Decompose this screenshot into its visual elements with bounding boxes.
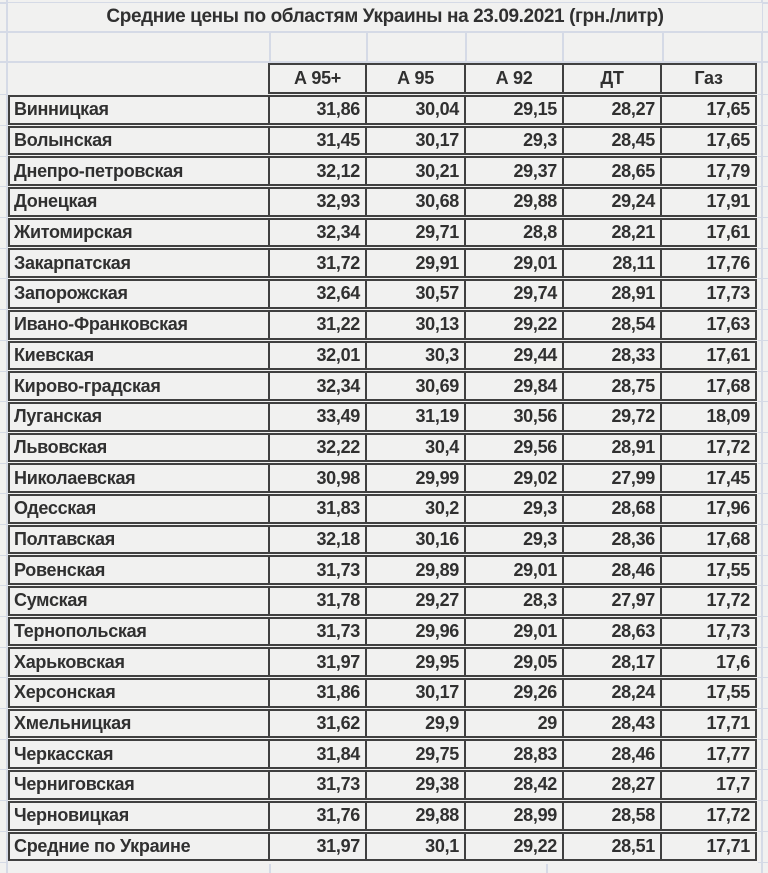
value-cell[interactable]: 31,76 (268, 801, 365, 831)
value-cell[interactable]: 29,71 (365, 218, 464, 248)
value-cell[interactable]: 31,73 (268, 555, 365, 585)
value-cell[interactable]: 17,79 (660, 156, 757, 186)
value-cell[interactable]: 28,91 (562, 279, 660, 309)
column-header-a92[interactable]: А 92 (464, 63, 562, 94)
value-cell[interactable]: 17,76 (660, 248, 757, 278)
value-cell[interactable]: 17,55 (660, 678, 757, 708)
value-cell[interactable]: 32,01 (268, 341, 365, 371)
value-cell[interactable]: 29,72 (562, 402, 660, 432)
value-cell[interactable]: 28,91 (562, 433, 660, 463)
table-row (8, 95, 757, 125)
table-row (8, 248, 757, 278)
value-cell[interactable]: 28,36 (562, 525, 660, 555)
value-cell[interactable]: 29,38 (365, 770, 464, 800)
gridline-horizontal (0, 616, 8, 617)
value-cell[interactable]: 17,71 (660, 709, 757, 739)
value-cell[interactable]: 29,88 (365, 801, 464, 831)
gridline-horizontal (758, 463, 768, 464)
table-row (8, 801, 757, 831)
value-cell[interactable]: 29,96 (365, 617, 464, 647)
value-cell[interactable]: 29,44 (464, 341, 562, 371)
value-cell[interactable]: 29,3 (464, 494, 562, 524)
gridline-horizontal (758, 186, 768, 187)
value-cell[interactable]: 17,65 (660, 95, 757, 125)
gridline-horizontal (0, 769, 8, 770)
gridline-vertical (562, 31, 564, 62)
value-cell[interactable]: 28,58 (562, 801, 660, 831)
gridline-horizontal (758, 647, 768, 648)
table-row (8, 709, 757, 739)
value-cell[interactable]: 29,15 (464, 95, 562, 125)
gridline-horizontal (758, 493, 768, 494)
value-cell[interactable]: 31,22 (268, 310, 365, 340)
value-cell[interactable]: 17,91 (660, 187, 757, 217)
price-table (8, 62, 757, 862)
corner-cell (8, 63, 268, 94)
value-cell[interactable]: 17,72 (660, 801, 757, 831)
gridline-horizontal (758, 831, 768, 832)
region-cell[interactable]: Луганская (8, 402, 268, 432)
value-cell[interactable]: 28,24 (562, 678, 660, 708)
value-cell[interactable]: 28,46 (562, 739, 660, 769)
value-cell[interactable]: 30,2 (365, 494, 464, 524)
gridline-horizontal (758, 585, 768, 586)
value-cell[interactable]: 28,21 (562, 218, 660, 248)
value-cell[interactable]: 29,02 (464, 463, 562, 493)
table-row (8, 433, 757, 463)
gridline-horizontal (0, 309, 8, 310)
table-row (8, 310, 757, 340)
gridline-horizontal (758, 401, 768, 402)
value-cell[interactable]: 30,3 (365, 341, 464, 371)
table-row (8, 647, 757, 677)
value-cell[interactable]: 17,55 (660, 555, 757, 585)
gridline-horizontal (758, 800, 768, 801)
gridline-horizontal (758, 371, 768, 372)
gridline-horizontal (758, 769, 768, 770)
table-row (8, 617, 757, 647)
gridline-horizontal (0, 831, 8, 832)
value-cell[interactable]: 28,11 (562, 248, 660, 278)
value-cell[interactable]: 28,27 (562, 95, 660, 125)
gridline-vertical (269, 864, 271, 873)
value-cell[interactable]: 32,22 (268, 433, 365, 463)
region-cell[interactable]: Полтавская (8, 525, 268, 555)
region-cell[interactable]: Черкасская (8, 739, 268, 769)
value-cell[interactable]: 28,8 (464, 218, 562, 248)
value-cell[interactable]: 17,7 (660, 770, 757, 800)
value-cell[interactable]: 28,43 (562, 709, 660, 739)
gridline-horizontal (758, 217, 768, 218)
region-cell[interactable]: Волынская (8, 126, 268, 156)
gridline-horizontal (0, 555, 8, 556)
gridline-horizontal (0, 493, 8, 494)
value-cell[interactable]: 31,19 (365, 402, 464, 432)
value-cell[interactable]: 32,93 (268, 187, 365, 217)
region-cell[interactable]: Средние по Украине (8, 832, 268, 862)
gridline-vertical (269, 31, 271, 62)
value-cell[interactable]: 31,84 (268, 739, 365, 769)
value-cell[interactable]: 29,95 (365, 647, 464, 677)
table-row (8, 494, 757, 524)
value-cell[interactable]: 29,01 (464, 555, 562, 585)
table-row (8, 770, 757, 800)
table-row (8, 341, 757, 371)
region-cell[interactable]: Черниговская (8, 770, 268, 800)
value-cell[interactable]: 18,09 (660, 402, 757, 432)
value-cell[interactable]: 17,73 (660, 617, 757, 647)
region-cell[interactable]: Хмельницкая (8, 709, 268, 739)
table-row (8, 187, 757, 217)
value-cell[interactable]: 32,34 (268, 371, 365, 401)
value-cell[interactable]: 30,04 (365, 95, 464, 125)
title-cell[interactable] (8, 3, 762, 31)
table-row (8, 555, 757, 585)
region-cell[interactable]: Одесская (8, 494, 268, 524)
gridline-horizontal (758, 125, 768, 126)
value-cell[interactable]: 31,86 (268, 95, 365, 125)
gridline-horizontal (0, 585, 8, 586)
table-row (8, 739, 757, 769)
value-cell[interactable]: 29,24 (562, 187, 660, 217)
value-cell[interactable]: 30,4 (365, 433, 464, 463)
value-cell[interactable]: 32,34 (268, 218, 365, 248)
table-row (8, 678, 757, 708)
value-cell[interactable]: 32,18 (268, 525, 365, 555)
gridline-horizontal (758, 432, 768, 433)
region-cell[interactable]: Запорожская (8, 279, 268, 309)
gridline-horizontal (0, 125, 8, 126)
gridline-horizontal (0, 278, 8, 279)
gridline-horizontal (758, 524, 768, 525)
value-cell[interactable]: 31,97 (268, 832, 365, 862)
value-cell[interactable]: 17,63 (660, 310, 757, 340)
value-cell[interactable]: 29,26 (464, 678, 562, 708)
value-cell[interactable]: 31,83 (268, 494, 365, 524)
table-row (8, 156, 757, 186)
value-cell[interactable]: 17,61 (660, 218, 757, 248)
region-cell[interactable]: Житомирская (8, 218, 268, 248)
region-cell[interactable]: Тернопольская (8, 617, 268, 647)
value-cell[interactable]: 30,13 (365, 310, 464, 340)
value-cell[interactable]: 31,86 (268, 678, 365, 708)
value-cell[interactable]: 29,88 (464, 187, 562, 217)
value-cell[interactable]: 29,89 (365, 555, 464, 585)
value-cell[interactable]: 17,77 (660, 739, 757, 769)
gridline-horizontal (0, 371, 8, 372)
value-cell[interactable]: 17,72 (660, 586, 757, 616)
value-cell[interactable]: 17,73 (660, 279, 757, 309)
gridline-horizontal (0, 217, 8, 218)
gridline-horizontal (758, 616, 768, 617)
gridline-horizontal (758, 677, 768, 678)
gridline-horizontal (0, 248, 8, 249)
value-cell[interactable]: 17,45 (660, 463, 757, 493)
value-cell[interactable]: 17,61 (660, 341, 757, 371)
value-cell[interactable]: 29,3 (464, 525, 562, 555)
value-cell[interactable]: 29,05 (464, 647, 562, 677)
column-header-a95plus[interactable]: А 95+ (268, 63, 365, 94)
value-cell[interactable]: 31,45 (268, 126, 365, 156)
value-cell[interactable]: 17,68 (660, 371, 757, 401)
value-cell[interactable]: 28,42 (464, 770, 562, 800)
summary-row (8, 832, 757, 862)
value-cell[interactable]: 29,74 (464, 279, 562, 309)
table-row (8, 218, 757, 248)
table-row (8, 279, 757, 309)
gridline-horizontal (0, 340, 8, 341)
gridline-horizontal (758, 309, 768, 310)
value-cell[interactable]: 28,68 (562, 494, 660, 524)
gridline-horizontal (0, 156, 8, 157)
region-cell[interactable]: Черновицкая (8, 801, 268, 831)
value-cell[interactable]: 30,16 (365, 525, 464, 555)
value-cell[interactable]: 28,63 (562, 617, 660, 647)
column-header-gas[interactable]: Газ (660, 63, 757, 94)
value-cell[interactable]: 33,49 (268, 402, 365, 432)
value-cell[interactable]: 17,72 (660, 433, 757, 463)
value-cell[interactable]: 29,75 (365, 739, 464, 769)
value-cell[interactable]: 32,12 (268, 156, 365, 186)
table-row (8, 126, 757, 156)
value-cell[interactable]: 17,65 (660, 126, 757, 156)
page-title: Средние цены по областям Украины на 23.09.2021 (грн./литр) (106, 6, 664, 27)
value-cell[interactable]: 30,57 (365, 279, 464, 309)
value-cell[interactable]: 32,64 (268, 279, 365, 309)
gridline-vertical (366, 31, 368, 62)
region-cell[interactable]: Львовская (8, 433, 268, 463)
value-cell[interactable]: 29,01 (464, 617, 562, 647)
value-cell[interactable]: 29,99 (365, 463, 464, 493)
gridline-horizontal (0, 401, 8, 402)
region-cell[interactable]: Сумская (8, 586, 268, 616)
table-row (8, 463, 757, 493)
value-cell[interactable]: 17,71 (660, 832, 757, 862)
value-cell[interactable]: 30,98 (268, 463, 365, 493)
column-header-dt[interactable]: ДТ (562, 63, 660, 94)
value-cell[interactable]: 31,97 (268, 647, 365, 677)
value-cell[interactable]: 31,78 (268, 586, 365, 616)
value-cell[interactable]: 17,6 (660, 647, 757, 677)
gridline-horizontal (0, 186, 8, 187)
value-cell[interactable]: 30,1 (365, 832, 464, 862)
value-cell[interactable]: 29,56 (464, 433, 562, 463)
value-cell[interactable]: 29 (464, 709, 562, 739)
region-cell[interactable]: Херсонская (8, 678, 268, 708)
region-cell[interactable]: Донецкая (8, 187, 268, 217)
value-cell[interactable]: 27,99 (562, 463, 660, 493)
table-row (8, 525, 757, 555)
header-row (8, 63, 757, 94)
gridline-horizontal (758, 340, 768, 341)
value-cell[interactable]: 29,9 (365, 709, 464, 739)
gridline-horizontal (0, 800, 8, 801)
gridline-horizontal (758, 862, 768, 863)
gridline-horizontal (758, 739, 768, 740)
region-cell[interactable]: Харьковская (8, 647, 268, 677)
region-cell[interactable]: Ровенская (8, 555, 268, 585)
gridline-horizontal (758, 94, 768, 95)
gridline-horizontal (758, 555, 768, 556)
value-cell[interactable]: 28,83 (464, 739, 562, 769)
value-cell[interactable]: 31,62 (268, 709, 365, 739)
gridline-horizontal (0, 708, 8, 709)
value-cell[interactable]: 28,33 (562, 341, 660, 371)
value-cell[interactable]: 30,68 (365, 187, 464, 217)
value-cell[interactable]: 31,72 (268, 248, 365, 278)
region-cell[interactable]: Днепро-петровская (8, 156, 268, 186)
value-cell[interactable]: 29,22 (464, 832, 562, 862)
value-cell[interactable]: 28,65 (562, 156, 660, 186)
gridline-horizontal (758, 708, 768, 709)
gridline-horizontal (0, 739, 8, 740)
value-cell[interactable]: 30,56 (464, 402, 562, 432)
value-cell[interactable]: 29,37 (464, 156, 562, 186)
gridline-vertical (546, 864, 548, 873)
value-cell[interactable]: 30,17 (365, 126, 464, 156)
gridline-horizontal (758, 156, 768, 157)
gridline-vertical (761, 0, 763, 873)
value-cell[interactable]: 28,51 (562, 832, 660, 862)
value-cell[interactable]: 31,73 (268, 770, 365, 800)
value-cell[interactable]: 30,69 (365, 371, 464, 401)
gridline-horizontal (0, 677, 8, 678)
value-cell[interactable]: 31,73 (268, 617, 365, 647)
value-cell[interactable]: 28,3 (464, 586, 562, 616)
gridline-horizontal (0, 647, 8, 648)
region-cell[interactable]: Ивано-Франковская (8, 310, 268, 340)
value-cell[interactable]: 28,17 (562, 647, 660, 677)
value-cell[interactable]: 28,99 (464, 801, 562, 831)
gridline-vertical (465, 31, 467, 62)
value-cell[interactable]: 29,91 (365, 248, 464, 278)
region-cell[interactable]: Николаевская (8, 463, 268, 493)
value-cell[interactable]: 29,27 (365, 586, 464, 616)
table-row (8, 371, 757, 401)
gridline-vertical (662, 31, 664, 62)
value-cell[interactable]: 29,3 (464, 126, 562, 156)
region-cell[interactable]: Киевская (8, 341, 268, 371)
table-row (8, 586, 757, 616)
value-cell[interactable]: 17,68 (660, 525, 757, 555)
table-row (8, 402, 757, 432)
value-cell[interactable]: 29,22 (464, 310, 562, 340)
value-cell[interactable]: 30,17 (365, 678, 464, 708)
value-cell[interactable]: 28,54 (562, 310, 660, 340)
gridline-horizontal (0, 463, 8, 464)
region-cell[interactable]: Винницкая (8, 95, 268, 125)
gridline-horizontal (0, 94, 8, 95)
column-header-a95[interactable]: А 95 (365, 63, 464, 94)
gridline-horizontal (0, 432, 8, 433)
value-cell[interactable]: 28,75 (562, 371, 660, 401)
value-cell[interactable]: 28,46 (562, 555, 660, 585)
gridline-horizontal (0, 524, 8, 525)
value-cell[interactable]: 29,84 (464, 371, 562, 401)
gridline-horizontal (758, 248, 768, 249)
region-cell[interactable]: Кирово-градская (8, 371, 268, 401)
value-cell[interactable]: 17,96 (660, 494, 757, 524)
value-cell[interactable]: 30,21 (365, 156, 464, 186)
gridline-horizontal (758, 278, 768, 279)
gridline-horizontal (0, 31, 768, 33)
region-cell[interactable]: Закарпатская (8, 248, 268, 278)
value-cell[interactable]: 28,45 (562, 126, 660, 156)
value-cell[interactable]: 27,97 (562, 586, 660, 616)
value-cell[interactable]: 29,01 (464, 248, 562, 278)
gridline-horizontal (0, 862, 8, 863)
value-cell[interactable]: 28,27 (562, 770, 660, 800)
